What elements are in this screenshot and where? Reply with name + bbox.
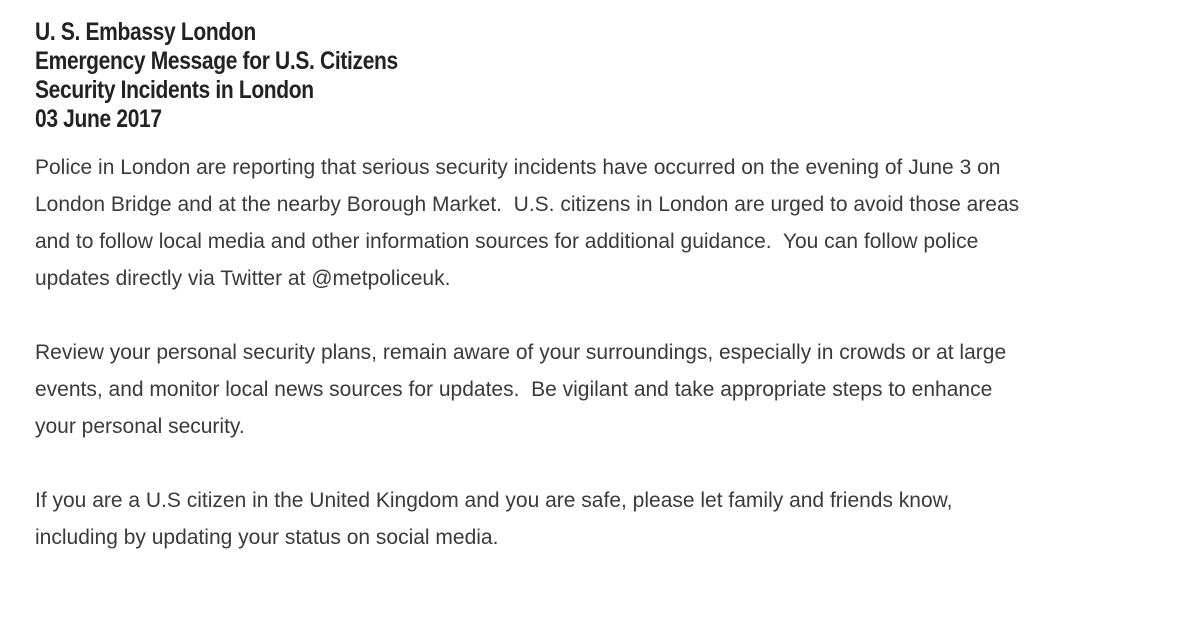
paragraph-security-advice: Review your personal security plans, remain aware of your surroundings, especially in crowds or at large events, and monitor local news sources for updates. Be vigilant and take appropriate steps to enhance your personal security. [35, 341, 1007, 438]
embassy-name: U. S. Embassy London [35, 18, 256, 46]
message-heading [35, 18, 1175, 134]
message-type: Emergency Message for U.S. Citizens [35, 47, 398, 75]
message-date: 03 June 2017 [35, 105, 162, 133]
message-document [35, 18, 1175, 556]
message-subject: Security Incidents in London [35, 76, 314, 104]
paragraph-police-report: Police in London are reporting that serious security incidents have occurred on the evening of June 3 on London Bridge and at the nearby Borough Market. U.S. citizens in London are urged to avoid those areas and to follow local media and other information sources for additional guidance. You can follow police updates directly via Twitter at @metpoliceuk. [35, 156, 1020, 290]
paragraph-safe-notice: If you are a U.S citizen in the United Kingdom and you are safe, please let family and friends know, including by updating your status on social media. [35, 489, 953, 549]
